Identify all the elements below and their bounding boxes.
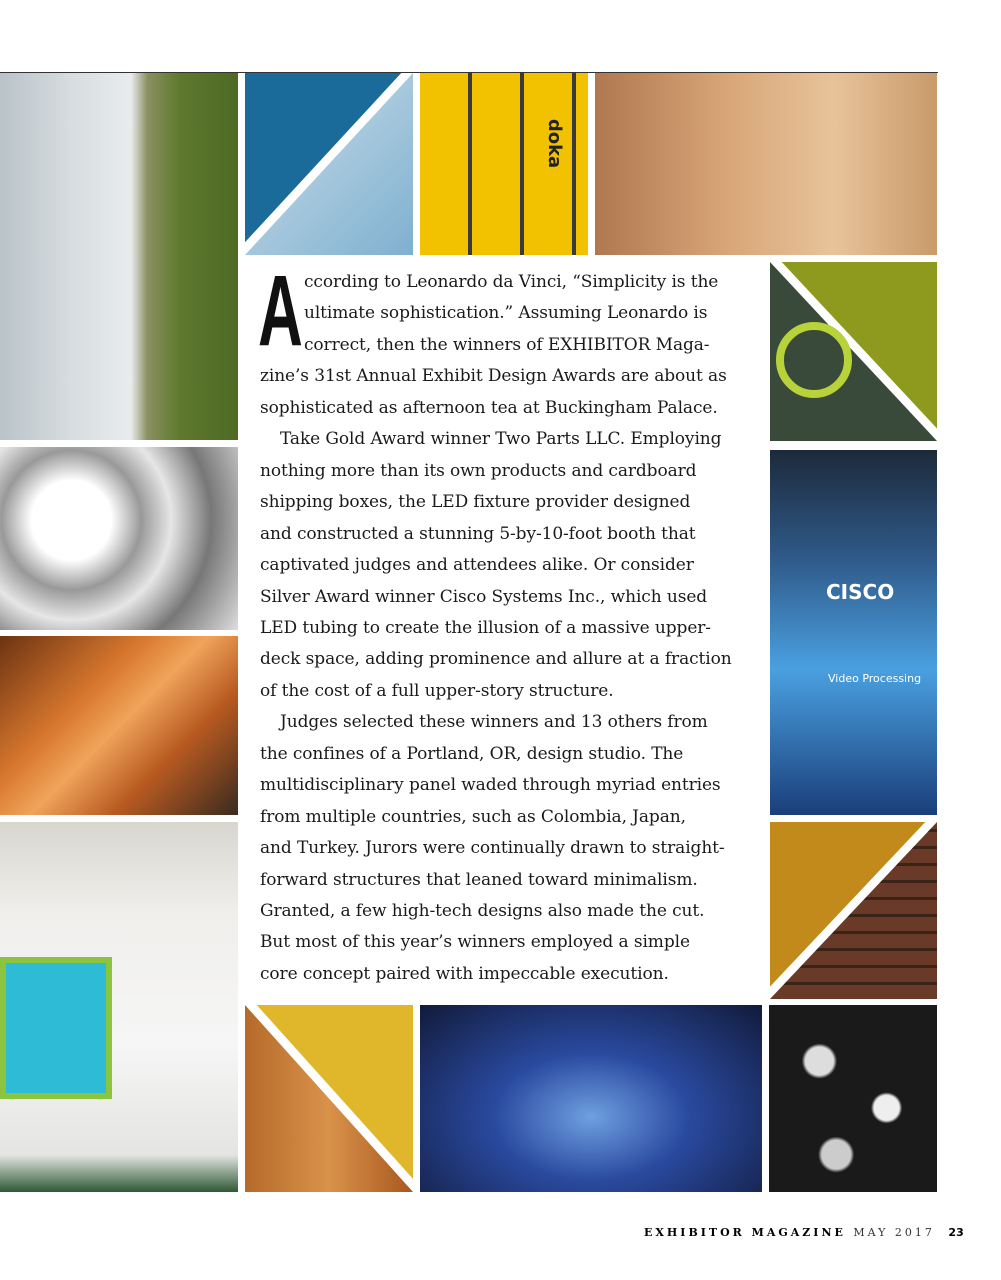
article-line: sophisticated as afternoon tea at Buckingham Palace. [260, 397, 718, 418]
article-line: nothing more than its own products and cardboard [260, 460, 697, 481]
article-line: multidisciplinary panel waded through myriad entries [260, 775, 721, 796]
article-line: shipping boxes, the LED fixture provider designed [260, 492, 691, 513]
article-line: correct, then the winners of EXHIBITOR Maga- [304, 334, 710, 355]
photo-white-sculpture [0, 447, 238, 630]
article-line: But most of this year’s winners employed a simple [260, 932, 690, 953]
photo-kids-booth [0, 822, 238, 1192]
article-line: Judges selected these winners and 13 others from [280, 712, 708, 733]
photo-staircase [0, 73, 238, 440]
drop-cap: A [258, 255, 303, 367]
photo-cisco-booth [770, 450, 937, 815]
photo-blue-triangle-tile [245, 73, 413, 255]
article-line: ccording to Leonardo da Vinci, “Simplicity is the [304, 272, 719, 292]
article-line: forward structures that leaned toward minimalism. [260, 869, 698, 890]
photo-wood-lamps [595, 73, 937, 255]
green-ring [776, 322, 852, 398]
photo-brick-triangle-tile [770, 822, 937, 999]
cisco-logo-text: CISCO [826, 580, 895, 604]
video-processing-text: Video Processing [828, 672, 922, 685]
article-line: captivated judges and attendees alike. Or consider [260, 555, 694, 576]
article-line: from multiple countries, such as Colombia, Japan, [260, 806, 686, 827]
article-line: Silver Award winner Cisco Systems Inc., which used [260, 586, 708, 607]
article-line: deck space, adding prominence and allure at a fraction [260, 649, 732, 670]
article-line: core concept paired with impeccable execution. [260, 963, 669, 984]
photo-hanging-lights [769, 1005, 937, 1192]
page-number: 23 [948, 1226, 964, 1239]
photo-orange-boxes [0, 636, 238, 815]
photo-concert-street [420, 1005, 762, 1192]
photo-doka-panels [420, 73, 588, 255]
article-line: Granted, a few high-tech designs also made the cut. [260, 901, 705, 921]
article-line: zine’s 31st Annual Exhibit Design Awards are about as [260, 366, 727, 387]
article-line: and Turkey. Jurors were continually drawn to straight- [260, 838, 725, 859]
issue-date: MAY 2017 [853, 1226, 935, 1239]
doka-logo-text: doka [544, 118, 566, 169]
article-line: Take Gold Award winner Two Parts LLC. Employing [280, 429, 722, 450]
photo-green-triangle-tile [770, 262, 937, 441]
article-line: LED tubing to create the illusion of a massive upper- [260, 617, 711, 638]
article-line: of the cost of a full upper-story structure. [260, 680, 614, 701]
page-footer [644, 1226, 964, 1239]
article-line: the confines of a Portland, OR, design studio. The [260, 743, 684, 764]
article-line: ultimate sophistication.” Assuming Leonardo is [304, 303, 708, 324]
patterned-panel [0, 957, 112, 1099]
article-line: and constructed a stunning 5-by-10-foot booth that [260, 523, 696, 544]
magazine-name: EXHIBITOR MAGAZINE [644, 1226, 846, 1239]
photo-yellow-triangle-tile [245, 1005, 413, 1192]
